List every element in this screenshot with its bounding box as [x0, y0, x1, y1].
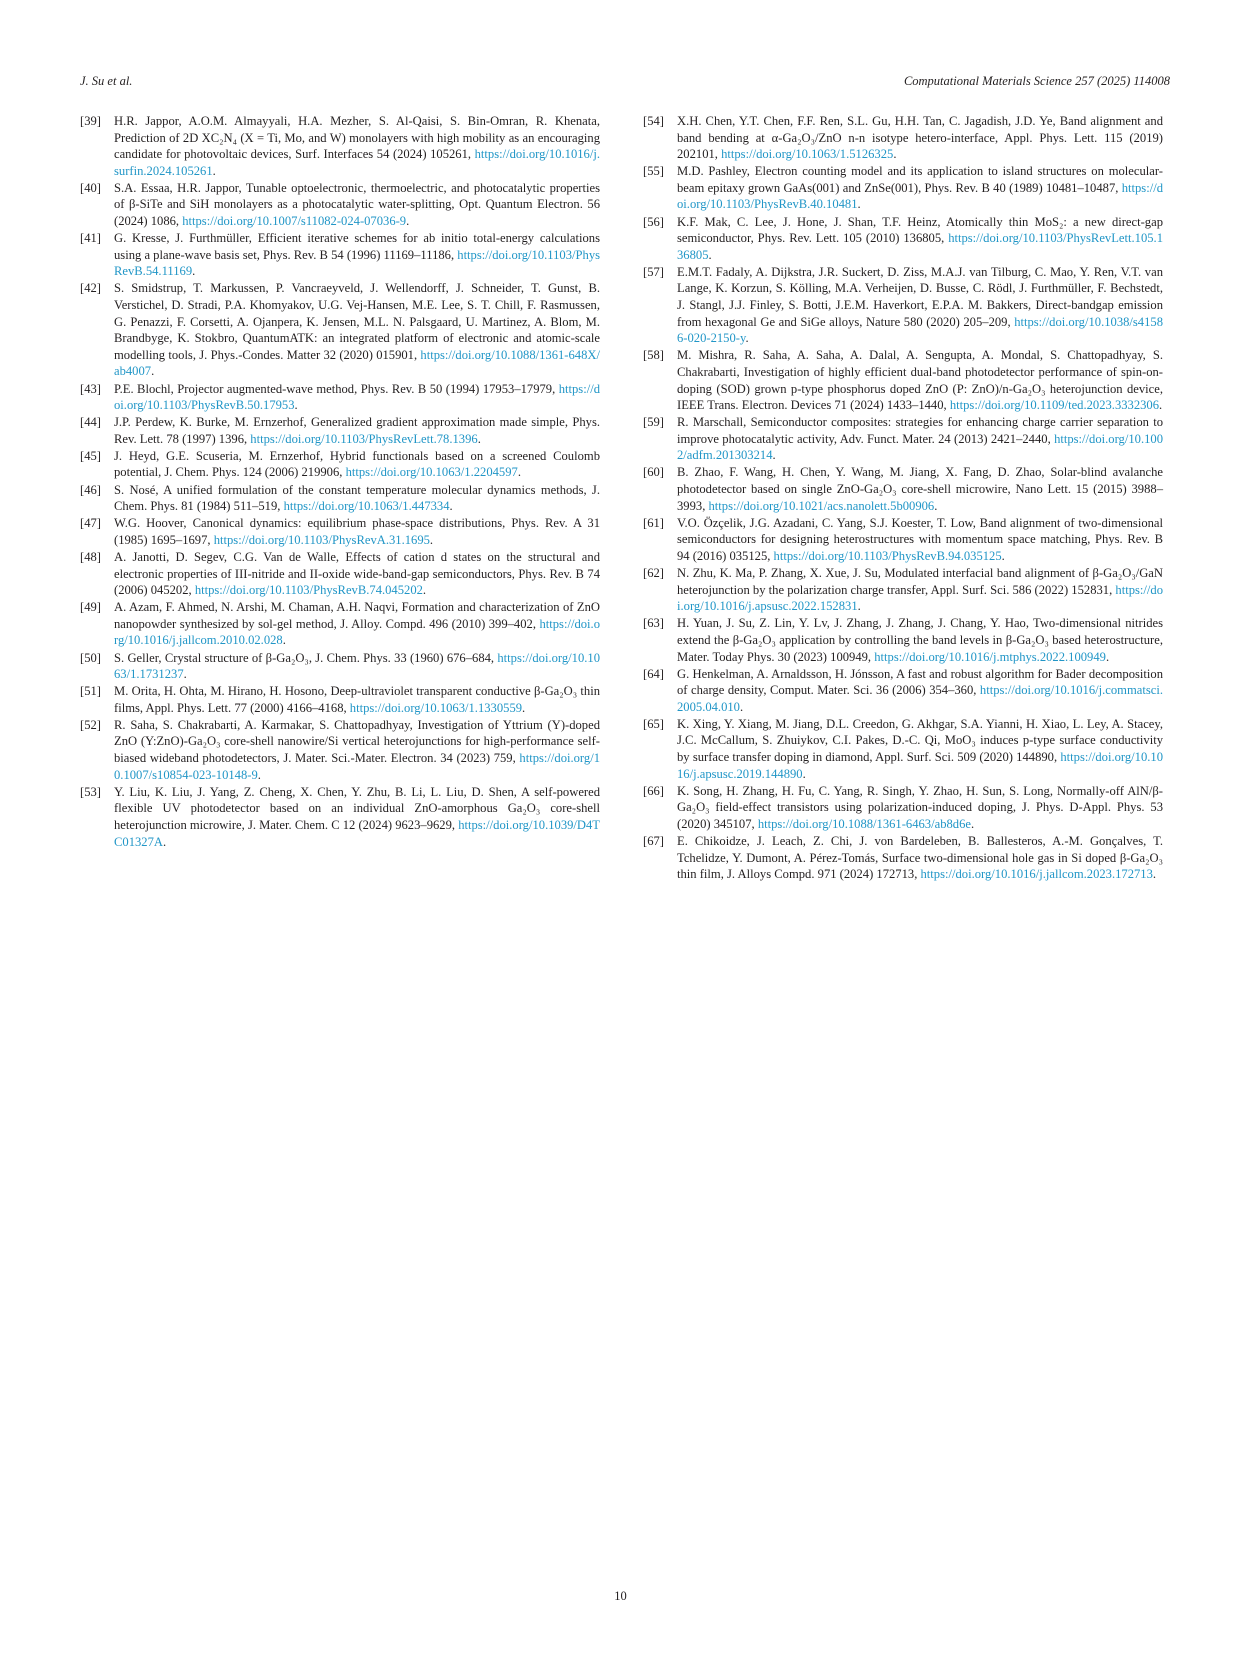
- reference-number: [40]: [80, 180, 101, 195]
- reference-doi-link[interactable]: https://doi.org/10.1016/j.commatsci.2005.04.010: [677, 683, 1163, 714]
- reference-text: M.D. Pashley, Electron counting model and its application to island structures on molecular-beam epitaxy grown GaAs(001) and ZnSe(001), Phys. Rev. B 40 (1989) 10481–10487,: [677, 164, 1163, 195]
- reference-end-period: .: [151, 364, 155, 379]
- reference-number: [46]: [80, 482, 101, 497]
- reference-text: E.M.T. Fadaly, A. Dijkstra, J.R. Suckert, D. Ziss, M.A.J. van Tilburg, C. Mao, Y. Ren, V.T. van Lange, K. Korzun, S. Kölling, M.A. Verheijen, D. Busse, C. Rödl, J. Furthmüller, F. Bechstedt, J. Stangl, J.J. Finley, S. Botti, J.E.M. Haverkort, E.P.A. M. Bakkers, Direct-bandgap emission from hexagonal Ge and SiGe alloys, Nature 580 (2020) 205–209,: [677, 264, 1163, 329]
- reference-text: A. Janotti, D. Segev, C.G. Van de Walle, Effects of cation d states on the structural and electronic properties of III-nitride and II-oxide wide-band-gap semiconductors, Phys. Rev. B 74 (2006) 045202,: [114, 549, 600, 598]
- reference-number: [58]: [643, 348, 664, 363]
- reference-item: [643, 464, 1163, 514]
- reference-doi-link[interactable]: https://doi.org/10.1063/1.2204597: [345, 465, 518, 480]
- reference-item: [80, 549, 600, 599]
- reference-number: [57]: [643, 264, 664, 279]
- reference-text: N. Zhu, K. Ma, P. Zhang, X. Xue, J. Su, Modulated interfacial band alignment of β-Ga₂O₃/GaN heterojunction by the polarization charge transfer, Appl. Surf. Sci. 586 (2022) 152831,: [677, 566, 1163, 597]
- reference-doi-link[interactable]: https://doi.org/10.1016/j.apsusc.2019.144890: [677, 750, 1163, 781]
- reference-end-period: .: [449, 499, 453, 514]
- reference-number: [39]: [80, 114, 101, 128]
- reference-end-period: .: [517, 465, 521, 480]
- reference-end-period: .: [708, 247, 712, 262]
- reference-text: G. Kresse, J. Furthmüller, Efficient iterative schemes for ab initio total-energy calculations using a plane-wave basis set, Phys. Rev. B 54 (1996) 11169–11186,: [114, 231, 600, 262]
- reference-number: [64]: [643, 666, 664, 681]
- reference-doi-link[interactable]: https://doi.org/10.1002/adfm.201303214: [677, 431, 1163, 463]
- reference-number: [56]: [643, 214, 664, 229]
- reference-number: [55]: [643, 164, 664, 179]
- reference-number: [54]: [643, 114, 664, 128]
- reference-text: J.P. Perdew, K. Burke, M. Ernzerhof, Generalized gradient approximation made simple, Phys. Rev. Lett. 78 (1997) 1396,: [114, 415, 600, 446]
- reference-text: K. Song, H. Zhang, H. Fu, C. Yang, R. Singh, Y. Zhao, H. Sun, S. Long, Normally-off AlN/β-Ga₂O₃ field-effect transistors using polarization-induced doping, J. Phys. D-Appl. Phys. 53 (2020) 345107,: [677, 783, 1163, 831]
- reference-text: P.E. Blochl, Projector augmented-wave method, Phys. Rev. B 50 (1994) 17953–17979,: [114, 381, 559, 396]
- reference-number: [49]: [80, 600, 101, 615]
- reference-number: [48]: [80, 549, 101, 564]
- reference-item: [80, 515, 600, 548]
- reference-end-period: .: [422, 583, 427, 598]
- reference-text: H.R. Jappor, A.O.M. Almayyali, H.A. Mezher, S. Al-Qaisi, S. Bin-Omran, R. Khenata, Prediction of 2D XC₂N₄ (X = Ti, Mo, and W) monolayers with high mobility as an encouraging candidate for photovoltaic devices, Surf. Interfaces 54 (2024) 105261,: [114, 114, 600, 162]
- reference-item: [80, 230, 600, 280]
- reference-doi-link[interactable]: https://doi.org/10.1063/1.1330559: [349, 700, 523, 715]
- reference-end-period: .: [522, 700, 526, 715]
- reference-item: [643, 264, 1163, 347]
- reference-item: [80, 784, 600, 850]
- reference-number: [44]: [80, 415, 101, 430]
- reference-text: J. Heyd, G.E. Scuseria, M. Ernzerhof, Hybrid functionals based on a screened Coulomb potential, J. Chem. Phys. 124 (2006) 219906,: [114, 448, 600, 480]
- reference-item: [80, 683, 600, 716]
- reference-item: [643, 414, 1163, 464]
- reference-text: B. Zhao, F. Wang, H. Chen, Y. Wang, M. Jiang, X. Fang, D. Zhao, Solar-blind avalanche photodetector based on single ZnO-Ga₂O₃ core-shell microwire, Nano Lett. 15 (2015) 3988–3993,: [677, 465, 1163, 513]
- reference-end-period: .: [406, 214, 410, 229]
- reference-item: [643, 615, 1163, 665]
- reference-number: [53]: [80, 784, 101, 799]
- reference-text: E. Chikoidze, J. Leach, Z. Chi, J. von Bardeleben, B. Ballesteros, A.-M. Gonçalves, T. Tchelidze, Y. Dumont, A. Pérez-Tomás, Surface two-dimensional hole gas in Si doped β-Ga₂O₃ thin film, J. Alloys Compd. 971 (2024) 172713,: [677, 834, 1163, 882]
- reference-number: [47]: [80, 516, 101, 531]
- reference-number: [66]: [643, 783, 664, 798]
- reference-item: [80, 650, 600, 683]
- reference-text: S.A. Essaa, H.R. Jappor, Tunable optoelectronic, thermoelectric, and photocatalytic properties of β-SiTe and SiH monolayers as a photocatalytic water-splitting, Opt. Quantum Electron. 56 (2024) 1086,: [114, 180, 600, 229]
- reference-end-period: .: [429, 532, 434, 547]
- header-authors: J. Su et al.: [80, 74, 133, 88]
- reference-end-period: .: [257, 767, 261, 782]
- reference-end-period: .: [857, 599, 861, 614]
- reference-doi-link[interactable]: https://doi.org/10.1088/1361-6463/ab8d6e: [757, 816, 971, 831]
- reference-doi-link[interactable]: https://doi.org/10.1103/PhysRevB.50.17953: [114, 381, 600, 413]
- reference-end-period: .: [294, 398, 298, 413]
- reference-number: [41]: [80, 231, 101, 246]
- reference-item: [643, 565, 1163, 615]
- reference-item: [643, 163, 1163, 213]
- reference-number: [50]: [80, 650, 101, 665]
- reference-text: R. Saha, S. Chakrabarti, A. Karmakar, S. Chattopadhyay, Investigation of Yttrium (Y)-doped ZnO (Y:ZnO)-Ga₂O₃ core-shell nanowire/Si vertical heterojunctions for high-performance self-biased wideband photodetectors, J. Mater. Sci.-Mater. Electron. 34 (2023) 759,: [114, 717, 600, 766]
- reference-item: [80, 717, 600, 783]
- reference-doi-link[interactable]: https://doi.org/10.1103/PhysRevB.74.045202: [194, 583, 423, 598]
- reference-doi-link[interactable]: https://doi.org/10.1088/1361-648X/ab4007: [114, 347, 600, 379]
- reference-end-period: .: [1159, 398, 1163, 413]
- reference-end-period: .: [192, 264, 196, 279]
- reference-text: R. Marschall, Semiconductor composites: strategies for enhancing charge carrier separation to improve photocatalytic activity, Adv. Funct. Mater. 24 (2013) 2421–2440,: [677, 415, 1163, 446]
- reference-doi-link[interactable]: https://doi.org/10.1103/PhysRevB.40.10481: [677, 180, 1163, 212]
- reference-text: G. Henkelman, A. Arnaldsson, H. Jónsson, A fast and robust algorithm for Bader decomposition of charge density, Comput. Mater. Sci. 36 (2006) 354–360,: [677, 666, 1163, 698]
- reference-text: A. Azam, F. Ahmed, N. Arshi, M. Chaman, A.H. Naqvi, Formation and characterization of ZnO nanopowder synthesized by sol-gel method, J. Alloy. Compd. 496 (2010) 399–402,: [114, 600, 600, 631]
- reference-end-period: .: [970, 816, 975, 831]
- header-journal: Computational Materials Science 257 (2025) 114008: [903, 74, 1170, 88]
- reference-doi-link[interactable]: https://doi.org/10.1016/j.jallcom.2010.02.028: [114, 616, 600, 648]
- reference-text: K.F. Mak, C. Lee, J. Hone, J. Shan, T.F. Heinz, Atomically thin MoS₂: a new direct-gap semiconductor, Phys. Rev. Lett. 105 (2010) 136805,: [677, 214, 1163, 246]
- reference-end-period: .: [1152, 867, 1157, 882]
- reference-end-period: .: [477, 431, 481, 446]
- reference-item: [643, 515, 1163, 565]
- reference-end-period: .: [212, 163, 216, 178]
- reference-number: [65]: [643, 716, 664, 731]
- reference-number: [52]: [80, 717, 101, 732]
- reference-number: [45]: [80, 448, 101, 463]
- reference-end-period: .: [739, 699, 744, 714]
- reference-number: [63]: [643, 616, 664, 631]
- reference-end-period: .: [162, 834, 167, 849]
- reference-doi-link[interactable]: https://doi.org/10.1063/1.5126325: [721, 147, 894, 162]
- reference-number: [59]: [643, 415, 664, 430]
- reference-text: M. Mishra, R. Saha, A. Saha, A. Dalal, A. Sengupta, A. Mondal, S. Chattopadhyay, S. Chakrabarti, Investigation of highly efficient dual-band photodetector performance of spin-on-doping (SOD) grown p-type phosphorus doped ZnO (P: ZnO)/n-Ga₂O₃ heterojunction device, IEEE Trans. Electron. Devices 71 (2024) 1433–1440,: [677, 348, 1163, 413]
- reference-end-period: .: [934, 498, 938, 513]
- reference-doi-link[interactable]: https://doi.org/10.1021/acs.nanolett.5b00906: [708, 498, 935, 513]
- reference-doi-link[interactable]: https://doi.org/10.1016/j.mtphys.2022.100949: [874, 649, 1106, 664]
- reference-item: [643, 347, 1163, 413]
- references-right-column: [643, 113, 1163, 883]
- reference-text: K. Xing, Y. Xiang, M. Jiang, D.L. Creedon, G. Akhgar, S.A. Yianni, H. Xiao, L. Ley, A. Stacey, J.C. McCallum, S. Zhuiykov, C.I. Pakes, D.-C. Qi, MoO₃ induces p-type surface conductivity by surface transfer doping in diamond, Appl. Surf. Sci. 509 (2020) 144890,: [677, 716, 1163, 765]
- reference-item: [643, 113, 1163, 163]
- reference-doi-link[interactable]: https://doi.org/10.1016/j.surfin.2024.105261: [114, 147, 600, 178]
- reference-text: W.G. Hoover, Canonical dynamics: equilibrium phase-space distributions, Phys. Rev. A 31 (1985) 1695–1697,: [114, 516, 600, 547]
- reference-item: [80, 113, 600, 179]
- reference-number: [60]: [643, 465, 664, 480]
- references-left-column: [80, 113, 600, 851]
- reference-end-period: .: [802, 766, 806, 781]
- reference-item: [643, 833, 1163, 883]
- reference-doi-link[interactable]: https://doi.org/10.1063/1.447334: [283, 499, 450, 514]
- reference-text: S. Smidstrup, T. Markussen, P. Vancraeyveld, J. Wellendorff, J. Schneider, T. Gunst, B. Verstichel, D. Stradi, P.A. Khomyakov, U.G. Vej-Hansen, M.E. Lee, S. T. Chill, F. Rasmussen, G. Penazzi, F. Corsetti, A. Ojanpera, K. Jensen, M.L. N. Palsgaard, U. Martinez, A. Blom, M. Brandbyge, K. Stokbro, QuantumATK: an integrated platform of electronic and atomic-scale modelling tools, J. Phys.-Condes. Matter 32 (2020) 015901,: [114, 281, 600, 362]
- reference-number: [51]: [80, 684, 101, 699]
- reference-number: [62]: [643, 566, 664, 581]
- reference-doi-link[interactable]: https://doi.org/10.1103/PhysRevB.94.035125: [773, 548, 1002, 563]
- reference-item: [80, 599, 600, 649]
- reference-doi-link[interactable]: https://doi.org/10.1016/j.apsusc.2022.152831: [677, 582, 1163, 614]
- reference-end-period: .: [857, 197, 861, 212]
- reference-end-period: .: [1105, 649, 1110, 664]
- reference-number: [67]: [643, 834, 664, 849]
- reference-end-period: .: [893, 147, 897, 162]
- reference-item: [643, 214, 1163, 264]
- reference-doi-link[interactable]: https://doi.org/10.1103/PhysRevA.31.1695: [213, 532, 430, 547]
- reference-doi-link[interactable]: https://doi.org/10.1038/s41586-020-2150-y: [677, 314, 1163, 346]
- reference-text: H. Yuan, J. Su, Z. Lin, Y. Lv, J. Zhang, J. Zhang, J. Chang, Y. Hao, Two-dimensional nitrides extend the β-Ga₂O₃ application by controlling the band levels in β-Ga₂O₃ based heterostructure, Mater. Today Phys. 30 (2023) 100949,: [677, 616, 1163, 664]
- reference-text: M. Orita, H. Ohta, M. Hirano, H. Hosono, Deep-ultraviolet transparent conductive β-Ga₂O₃ thin films, Appl. Phys. Lett. 77 (2000) 4166–4168,: [114, 684, 600, 715]
- page-number: 10: [614, 1589, 627, 1603]
- reference-text: V.O. Özçelik, J.G. Azadani, C. Yang, S.J. Koester, T. Low, Band alignment of two-dimensional semiconductors for designing heterostructures with momentum space matching, Phys. Rev. B 94 (2016) 035125,: [677, 515, 1163, 563]
- reference-doi-link[interactable]: https://doi.org/10.1007/s10854-023-10148-9: [114, 751, 600, 782]
- reference-item: [80, 180, 600, 230]
- reference-end-period: .: [282, 633, 286, 648]
- reference-doi-link[interactable]: https://doi.org/10.1109/ted.2023.3332306: [949, 398, 1160, 413]
- reference-item: [80, 381, 600, 414]
- reference-end-period: .: [1001, 548, 1005, 563]
- reference-doi-link[interactable]: https://doi.org/10.1063/1.1731237: [114, 650, 600, 682]
- reference-text: X.H. Chen, Y.T. Chen, F.F. Ren, S.L. Gu, H.H. Tan, C. Jagadish, J.D. Ye, Band alignment and band bending at α-Ga₂O₃/ZnO n-n isotype hetero-interface, Appl. Phys. Lett. 115 (2019) 202101,: [677, 114, 1163, 162]
- reference-number: [61]: [643, 515, 664, 530]
- reference-number: [42]: [80, 281, 101, 296]
- reference-end-period: .: [772, 448, 776, 463]
- reference-end-period: .: [183, 667, 187, 682]
- reference-item: [80, 414, 600, 447]
- reference-doi-link[interactable]: https://doi.org/10.1007/s11082-024-07036-9: [182, 214, 407, 229]
- reference-item: [643, 783, 1163, 833]
- reference-doi-link[interactable]: https://doi.org/10.1103/PhysRevLett.105.136805: [677, 231, 1163, 262]
- reference-doi-link[interactable]: https://doi.org/10.1103/PhysRevB.54.11169: [114, 247, 601, 279]
- reference-text: S. Geller, Crystal structure of β-Ga₂O₃, J. Chem. Phys. 33 (1960) 676–684,: [114, 650, 498, 665]
- reference-doi-link[interactable]: https://doi.org/10.1016/j.jallcom.2023.172713: [920, 867, 1153, 882]
- reference-text: Y. Liu, K. Liu, J. Yang, Z. Cheng, X. Chen, Y. Zhu, B. Li, L. Liu, D. Shen, A self-powered flexible UV photodetector based on an individual ZnO-amorphous Ga₂O₃ core-shell heterojunction microwire, J. Mater. Chem. C 12 (2024) 9623–9629,: [114, 784, 600, 832]
- reference-item: [643, 716, 1163, 782]
- reference-number: [43]: [80, 381, 101, 396]
- reference-item: [643, 666, 1163, 716]
- reference-doi-link[interactable]: https://doi.org/10.1039/D4TC01327A: [114, 817, 600, 849]
- reference-text: S. Nosé, A unified formulation of the constant temperature molecular dynamics methods, J. Chem. Phys. 81 (1984) 511–519,: [114, 482, 600, 514]
- reference-end-period: .: [745, 331, 749, 346]
- reference-item: [80, 482, 600, 515]
- reference-item: [80, 280, 600, 380]
- reference-doi-link[interactable]: https://doi.org/10.1103/PhysRevLett.78.1396: [250, 431, 478, 446]
- reference-item: [80, 448, 600, 481]
